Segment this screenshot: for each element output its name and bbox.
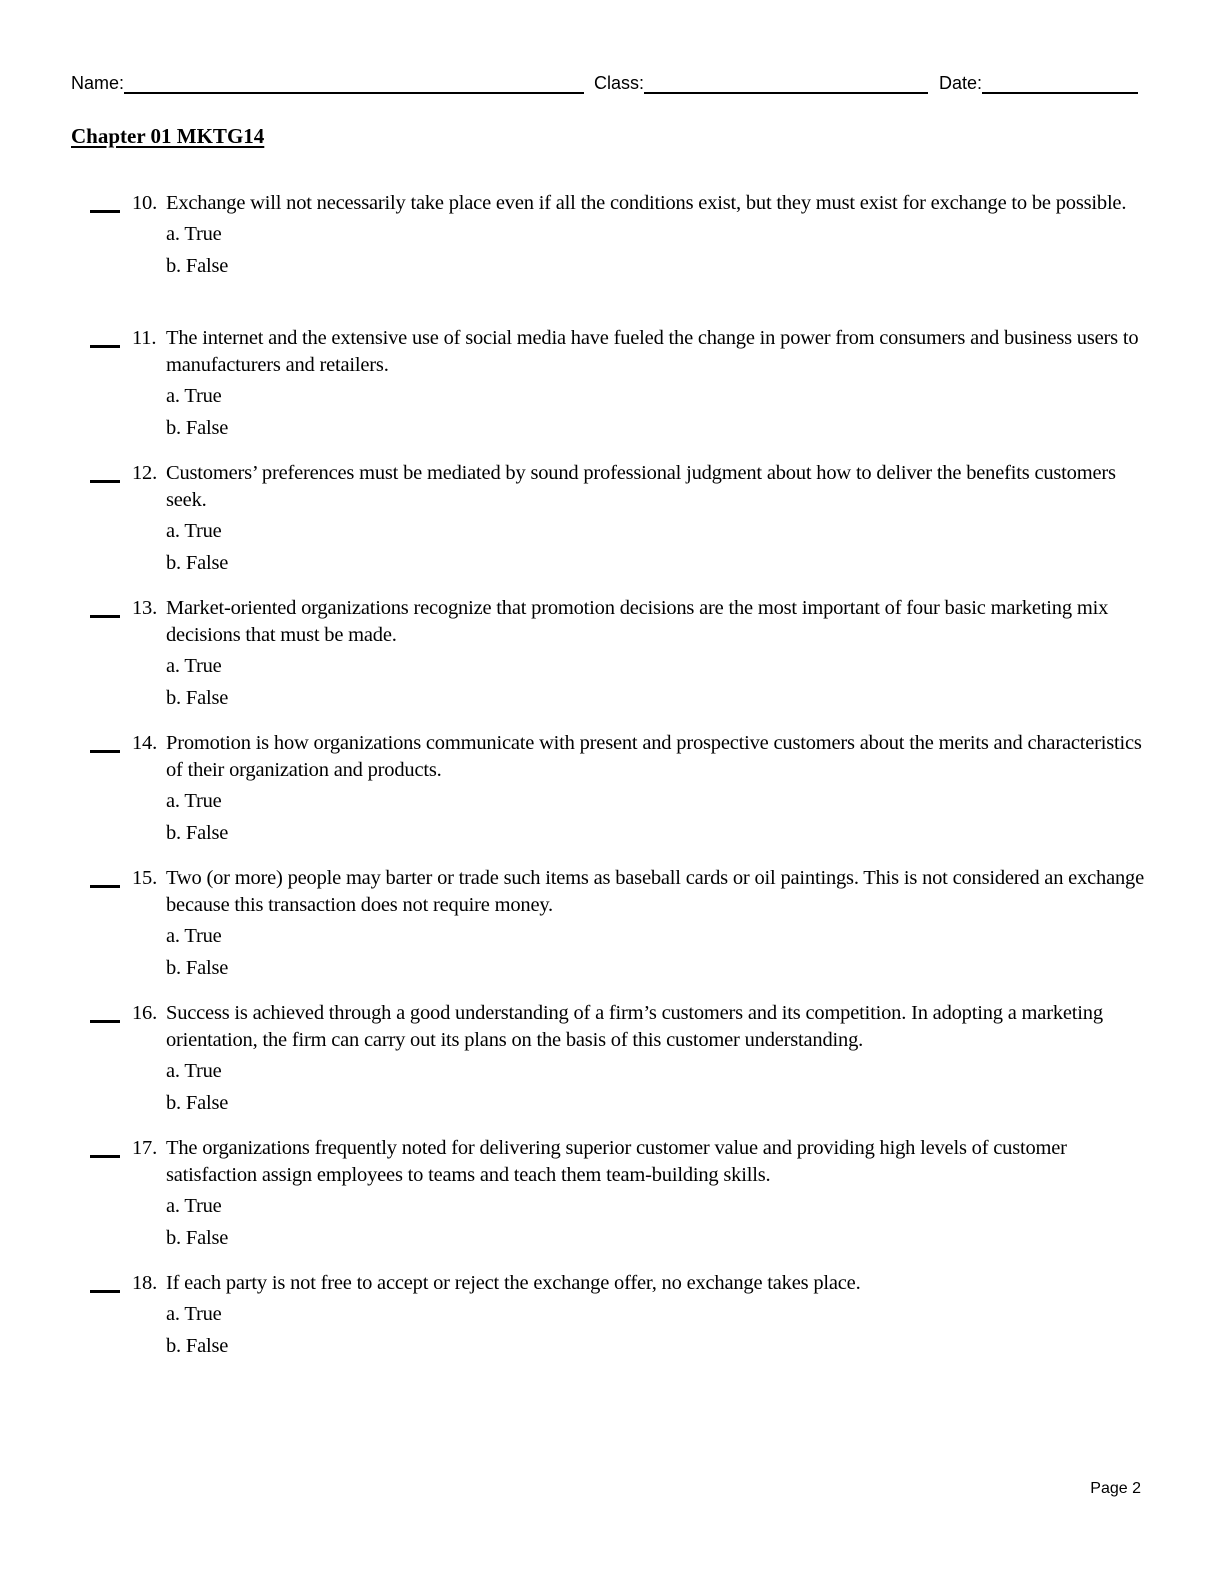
question-number: 18. — [132, 1272, 158, 1294]
chapter-title: Chapter 01 MKTG14 — [71, 124, 265, 148]
answer-option: a. True — [166, 385, 222, 407]
question-text: If each party is not free to accept or reject the exchange offer, no exchange takes place. — [166, 1272, 861, 1294]
answer-blank[interactable] — [90, 615, 120, 618]
answer-option: a. True — [166, 223, 222, 245]
answer-option: a. True — [166, 655, 222, 677]
answer-blank[interactable] — [90, 1155, 120, 1158]
question-item — [90, 460, 1150, 578]
question-text: Two (or more) people may barter or trade such items as baseball cards or oil paintings. This is not considered an exchange because this transaction does not require money. — [166, 867, 1144, 916]
name-input-line[interactable] — [124, 72, 584, 94]
question-row — [90, 1135, 1150, 1189]
class-input-line[interactable] — [644, 72, 928, 94]
question-row — [90, 595, 1150, 649]
question-text: The internet and the extensive use of social media have fueled the change in power from consumers and business users to manufacturers and retailers. — [166, 327, 1139, 376]
question-row — [90, 325, 1150, 379]
question-number: 12. — [132, 462, 158, 484]
question-row — [90, 730, 1150, 784]
question-item — [90, 865, 1150, 983]
question-number: 16. — [132, 1002, 158, 1024]
answer-option: a. True — [166, 1195, 222, 1217]
answer-blank[interactable] — [90, 480, 120, 483]
question-number: 14. — [132, 732, 158, 754]
question-number: 17. — [132, 1137, 158, 1159]
answer-option: b. False — [166, 552, 229, 574]
answer-option: b. False — [166, 1227, 229, 1249]
question-item — [90, 325, 1150, 443]
question-number: 10. — [132, 192, 158, 214]
worksheet-header — [71, 72, 1141, 98]
question-number: 11. — [132, 327, 157, 349]
date-field — [939, 72, 1138, 94]
question-row — [90, 190, 1150, 217]
answer-option: b. False — [166, 1092, 229, 1114]
name-field — [71, 72, 584, 94]
answer-option: b. False — [166, 687, 229, 709]
question-row — [90, 1000, 1150, 1054]
answer-option: a. True — [166, 1060, 222, 1082]
question-item — [90, 595, 1150, 713]
name-label: Name: — [71, 73, 125, 93]
question-text: Exchange will not necessarily take place even if all the conditions exist, but they must exist for exchange to be possible. — [166, 192, 1127, 214]
date-label: Date: — [939, 73, 983, 93]
answer-blank[interactable] — [90, 1020, 120, 1023]
answer-option: a. True — [166, 790, 222, 812]
answer-option: a. True — [166, 925, 222, 947]
question-row — [90, 460, 1150, 514]
answer-blank[interactable] — [90, 345, 120, 348]
answer-blank[interactable] — [90, 210, 120, 213]
class-label: Class: — [594, 73, 645, 93]
date-input-line[interactable] — [982, 72, 1138, 94]
answer-blank[interactable] — [90, 885, 120, 888]
page-number: Page 2 — [1090, 1480, 1141, 1497]
answer-blank[interactable] — [90, 1290, 120, 1293]
question-text: Success is achieved through a good understanding of a firm’s customers and its competition. In adopting a marketing orientation, the firm can carry out its plans on the basis of this customer understanding. — [166, 1002, 1103, 1051]
question-item — [90, 730, 1150, 848]
question-item — [90, 1135, 1150, 1253]
question-number: 15. — [132, 867, 158, 889]
answer-option: b. False — [166, 957, 229, 979]
question-text: Market-oriented organizations recognize that promotion decisions are the most important of four basic marketing mix decisions that must be made. — [166, 597, 1109, 646]
question-item — [90, 190, 1150, 281]
question-row — [90, 1270, 1150, 1297]
question-row — [90, 865, 1150, 919]
question-text: The organizations frequently noted for delivering superior customer value and providing high levels of customer satisfaction assign employees to teams and teach them team-building skills. — [166, 1137, 1067, 1186]
answer-blank[interactable] — [90, 750, 120, 753]
answer-option: b. False — [166, 417, 229, 439]
class-field — [594, 72, 928, 94]
question-item — [90, 1270, 1150, 1361]
answer-option: b. False — [166, 822, 229, 844]
question-text: Promotion is how organizations communicate with present and prospective customers about the merits and characteristics of their organization and products. — [166, 732, 1142, 781]
answer-option: a. True — [166, 1303, 222, 1325]
question-number: 13. — [132, 597, 158, 619]
answer-option: a. True — [166, 520, 222, 542]
question-item — [90, 1000, 1150, 1118]
question-text: Customers’ preferences must be mediated by sound professional judgment about how to deliver the benefits customers seek. — [166, 462, 1116, 511]
answer-option: b. False — [166, 255, 229, 277]
answer-option: b. False — [166, 1335, 229, 1357]
